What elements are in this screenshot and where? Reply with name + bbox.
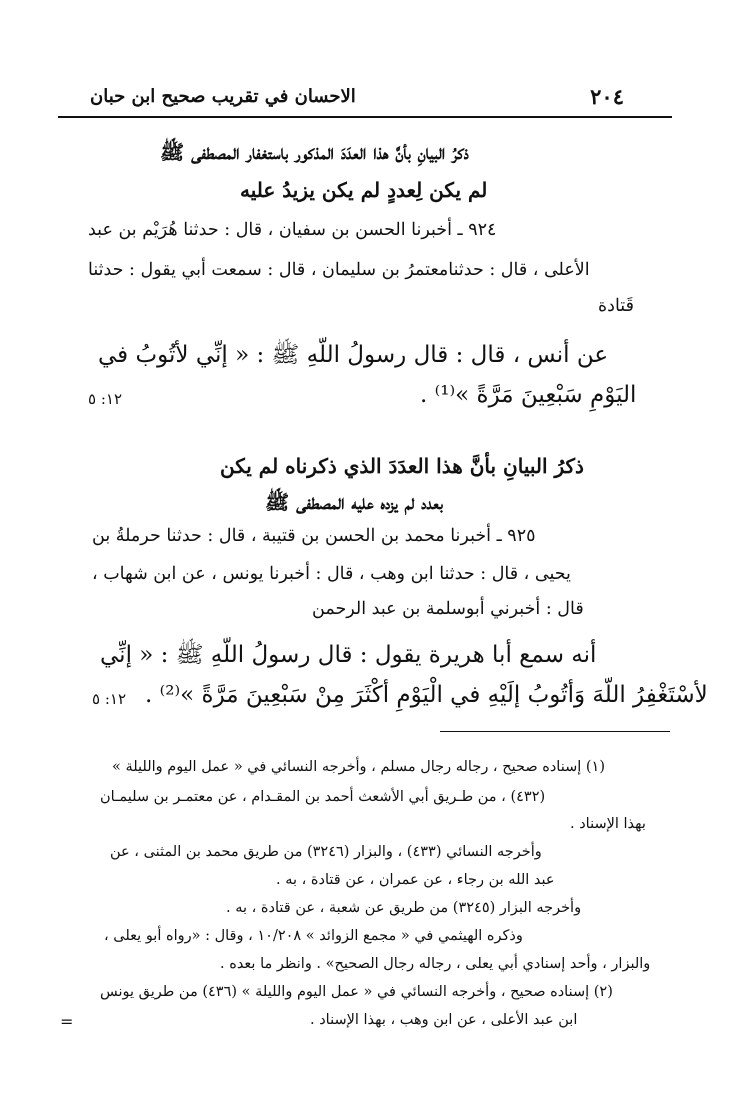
footnote-1-line-2: (٤٣٢) ، من طـريق أبي الأشعث أحمد بن المقـدام ، عن معتمـر بن سليمـان <box>100 789 546 805</box>
chapter-heading-2-line-1: ذكرُ البيانِ بأنَّ هذا العدَدَ الذي ذكرناه لم يكن <box>220 454 584 478</box>
footnote-1-para-2-line-1: وأخرجه النسائي (٤٣٣) ، والبزار (٣٢٤٦) من طريق محمد بن المثنى ، عن <box>110 844 542 860</box>
chapter-heading-1-line-1: ذكرُ البيانِ بأنَّ هذا العدَدَ المذكور باستغفار المصطفى ﷺ <box>160 140 469 164</box>
hadith-924-line-1: عن أنس ، قال : قال رسولُ اللّهِ ﷺ : « إنِّي لأتُوبُ في <box>98 342 609 368</box>
footnote-1-para-4-line-2: والبزار ، وأحد إسنادي أبي يعلى ، رجاله رجال الصحيح» . وانظر ما بعده . <box>220 956 651 972</box>
page-number: ٢٠٤ <box>590 84 624 109</box>
header-rule <box>58 116 672 118</box>
chapter-heading-2-line-2: بعدد لم يزده عليه المصطفى ﷺ <box>265 490 443 514</box>
footnote-1-para-4-line-1: وذكره الهيثمي في « مجمع الزوائد » ١٠/٢٠٨ ، وقال : «رواه أبو يعلى ، <box>104 928 523 944</box>
isnad-924-line-2: الأعلى ، قال : حدثنامعتمرُ بن سليمان ، قال : سمعت أبي يقول : حدثنا <box>88 260 590 280</box>
footnote-1-line-3: بهذا الإسناد . <box>570 816 646 832</box>
hadith-925-line-2: لأسْتَغْفِرُ اللّهَ وَأتُوبُ إلَيْهِ في الْيَوْمِ أكْثَرَ مِنْ سَبْعِينَ مَرَّةً »⁽²⁾ . <box>145 682 708 708</box>
hadith-924-line-2: اليَوْمِ سَبْعِينَ مَرَّةً »⁽¹⁾ . <box>420 382 637 408</box>
running-title: الاحسان في تقريب صحيح ابن حبان <box>90 86 356 107</box>
hadith-925-reference: ١٢: ٥ <box>92 690 127 708</box>
isnad-925-line-3: قال : أخبرني أبوسلمة بن عبد الرحمن <box>312 599 584 619</box>
isnad-924-line-1: ٩٢٤ ـ أخبرنا الحسن بن سفيان ، قال : حدثنا هُرَيْم بن عبد <box>88 220 497 240</box>
isnad-925-line-1: ٩٢٥ ـ أخبرنا محمد بن الحسن بن قتيبة ، قال : حدثنا حرملةُ بن <box>92 526 536 546</box>
hadith-924-reference: ١٢: ٥ <box>88 390 123 408</box>
footnote-1-para-2-line-2: عبد الله بن رجاء ، عن عمران ، عن قتادة ، به . <box>276 872 555 888</box>
chapter-heading-1-line-2: لم يكن لِعددٍ لم يكن يزيدُ عليه <box>240 178 488 202</box>
footnote-1-line-1: (١) إسناده صحيح ، رجاله رجال مسلم ، وأخرجه النسائي في « عمل اليوم والليلة » <box>112 759 605 775</box>
footnote-2-line-2: ابن عبد الأعلى ، عن ابن وهب ، بهذا الإسناد . <box>310 1012 578 1028</box>
isnad-925-line-2: يحيى ، قال : حدثنا ابن وهب ، قال : أخبرنا يونس ، عن ابن شهاب ، <box>92 564 571 584</box>
footnote-separator <box>440 731 670 732</box>
hadith-925-line-1: أنه سمع أبا هريرة يقول : قال رسولُ اللّهِ ﷺ : « إنِّي <box>100 642 597 668</box>
isnad-924-line-3: قَتادة <box>598 296 634 316</box>
footnote-2-line-1: (٢) إسناده صحيح ، وأخرجه النسائي في « عمل اليوم والليلة » (٤٣٦) من طريق يونس <box>100 984 613 1000</box>
margin-mark: = <box>60 1012 74 1031</box>
footnote-1-para-3: وأخرجه البزار (٣٢٤٥) من طريق عن شعبة ، عن قتادة ، به . <box>226 900 582 916</box>
